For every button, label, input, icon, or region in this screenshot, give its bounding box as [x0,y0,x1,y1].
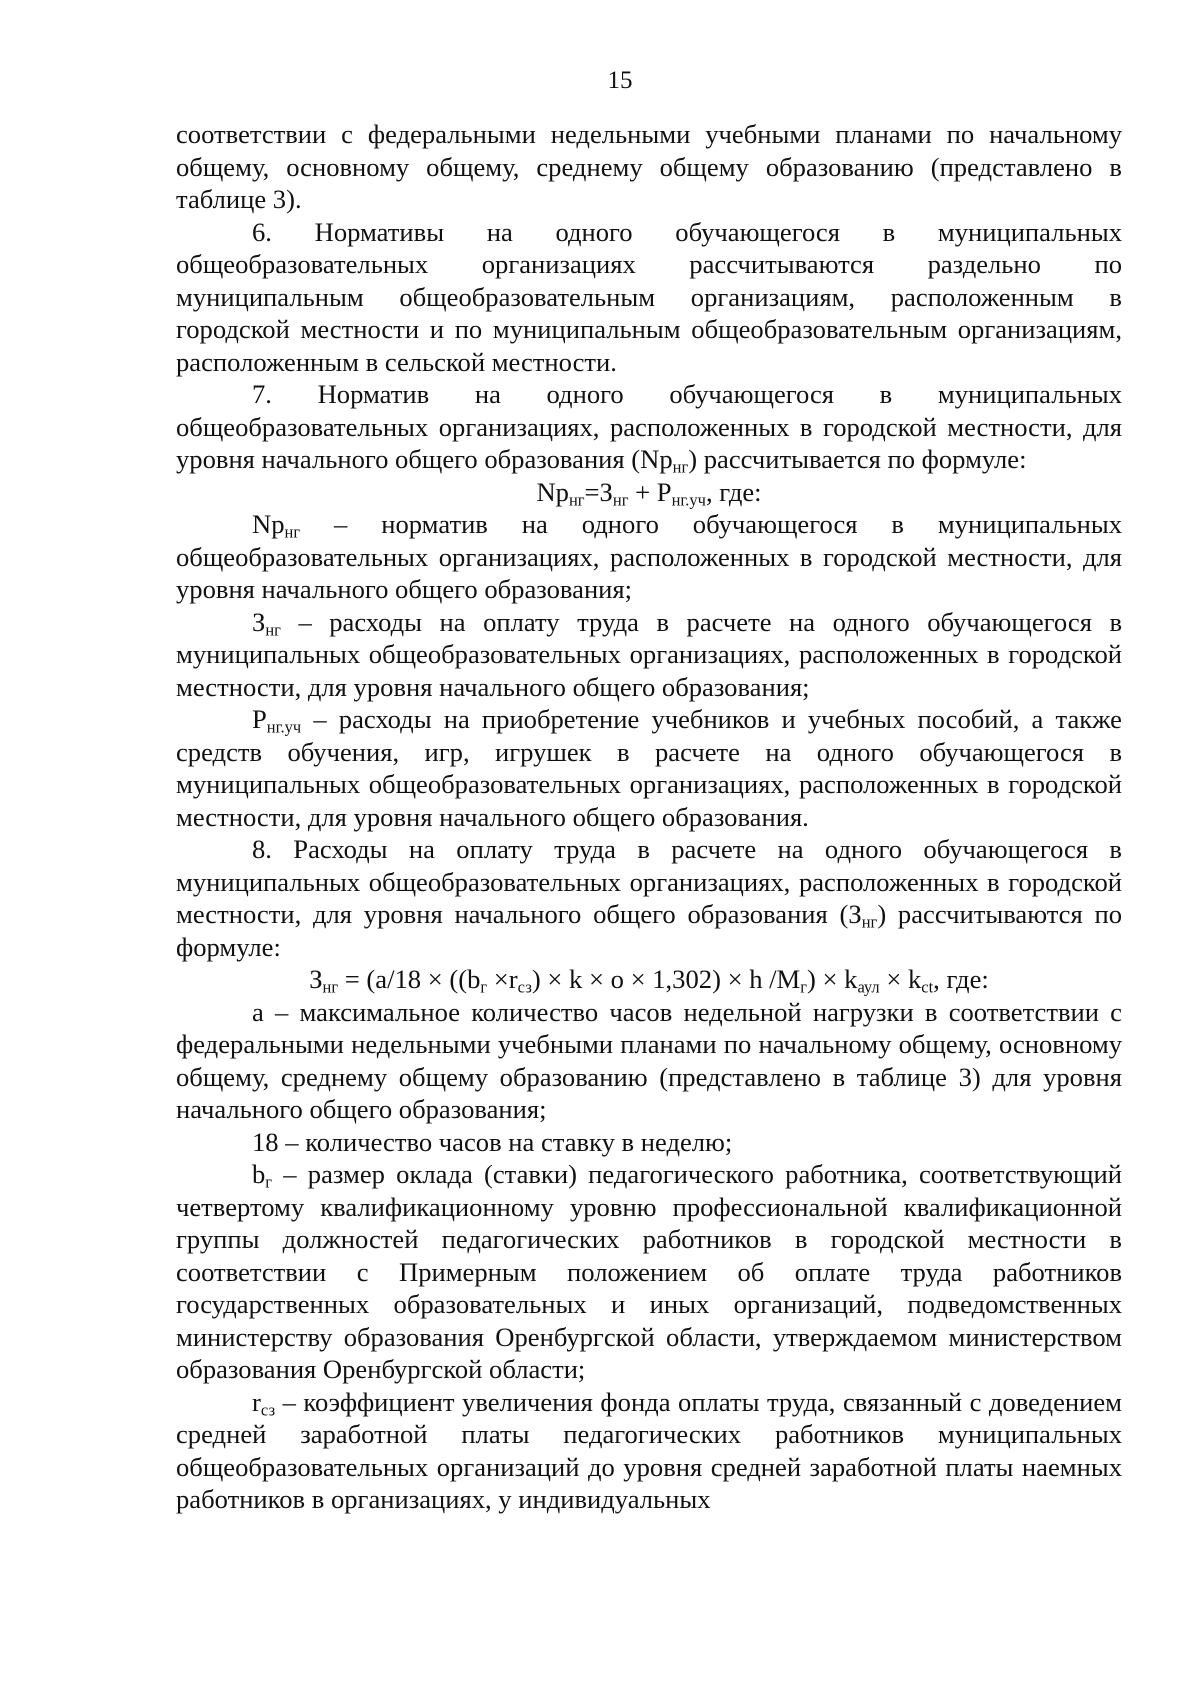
subscript: нг [672,457,689,477]
text-run: , где: [705,476,762,507]
page-number: 15 [607,67,633,94]
paragraph [176,1158,1122,1386]
paragraph [176,118,1122,216]
paragraph [176,606,1122,704]
text-run: b [252,1159,266,1189]
text-run: – норматив на одного обучающегося в муниципальных общеобразовательных организациях, расположенных в городской местности, для уровня начального общего образования; [176,509,1122,604]
text-run: + P [628,476,672,507]
formula-line [176,476,1122,509]
subscript: г [480,977,488,997]
text-run: P [252,704,267,734]
text-run: r [252,1386,261,1417]
text-run: 18 – количество часов на ставку в неделю; [252,1126,733,1157]
paragraph [176,508,1122,606]
subscript: нг.уч [266,717,302,737]
paragraph [176,996,1122,1126]
formula-line [176,963,1122,996]
subscript: нг [568,490,585,510]
text-run: соответствии с федеральными недельными учебными планами по начальному общему, основному общему, среднему общему образованию (представлено в таблице 3). [176,119,1122,214]
subscript: г [265,1172,273,1192]
paragraph [176,378,1122,476]
text-run: – расходы на оплату труда в расчете на одного обучающегося в муниципальных общеобразовательных организациях, расположенных в городской местности, для уровня начального общего образования; [176,606,1122,702]
paragraph [176,216,1122,379]
text-run: – размер оклада (ставки) педагогического работника, соответствующий четвертому квалификационному уровню профессиональной квалификационной группы должностей педагогических работников в городской местности в соответствии с Примерным положением об оплате труда работников государственных образовательных и иных организаций, подведомственных министерству образования Оренбургской области, утверждаемом министерством образования Оренбургской области; [176,1159,1122,1384]
text-run: – коэффициент увеличения фонда оплаты труда, связанный с доведением средней заработной платы педагогических работников муниципальных общеобразовательных организаций до уровня средней заработной платы наемных работников в организациях, у индивидуальных [176,1386,1122,1514]
subscript: г [800,977,807,997]
paragraph [176,703,1122,833]
subscript: нг [265,620,281,640]
text-run: 6. Нормативы на одного обучающегося в муниципальных общеобразовательных организациях рассчитываются раздельно по муниципальным общеобразовательным организациям, расположенным в городской местности и по муниципальным общеобразовательным организациям, расположенным в сельской местности. [176,216,1122,377]
text-run: ×r [487,964,518,994]
subscript: сз [260,1400,276,1420]
text-run: , где: [933,964,989,994]
subscript: нг [284,522,301,542]
text-run: × k [879,964,922,994]
subscript: аул [857,977,880,997]
text-run: ) рассчитывается по формуле: [688,444,1027,474]
text-run: ) рассчитываются по формуле: [176,899,1123,962]
paragraph [176,1126,1122,1159]
subscript: ct [921,977,934,997]
text-run: Np [536,476,569,507]
subscript: нг [612,490,629,510]
text-run: ) × k × o × 1,302) × h /M [531,964,801,994]
text-run: = (a/18 × ((b [338,964,481,994]
text-run: ) × k [806,964,858,994]
text-run: =З [584,476,613,507]
text-run: 7. Норматив на одного обучающегося в муниципальных общеобразовательных организациях, расположенных в городской местности, для уровня начального общего образования (Np [176,379,1122,474]
paragraph [176,833,1122,963]
subscript: сз [517,977,532,997]
text-run: a – максимальное количество часов недельной нагрузки в соответствии с федеральными недельными учебными планами по начальному общему, основному общему, среднему общему образованию (представлено в таблице 3) для уровня начального общего образования; [176,996,1122,1124]
text-run: З [309,964,323,994]
paragraph [176,1386,1122,1516]
text-run: Np [252,509,285,539]
subscript: нг [322,977,339,997]
subscript: нг [861,912,878,932]
subscript: нг.уч [671,490,706,510]
text-run: З [252,606,266,637]
text-run: – расходы на приобретение учебников и учебных пособий, а также средств обучения, игр, игрушек в расчете на одного обучающегося в муниципальных общеобразовательных организациях, расположенных в городской местности, для уровня начального общего образования. [176,704,1122,832]
text-run: 8. Расходы на оплату труда в расчете на одного обучающегося в муниципальных общеобразовательных организациях, расположенных в городской местности, для уровня начального общего образования (З [176,834,1122,929]
document-body [176,118,1122,1516]
